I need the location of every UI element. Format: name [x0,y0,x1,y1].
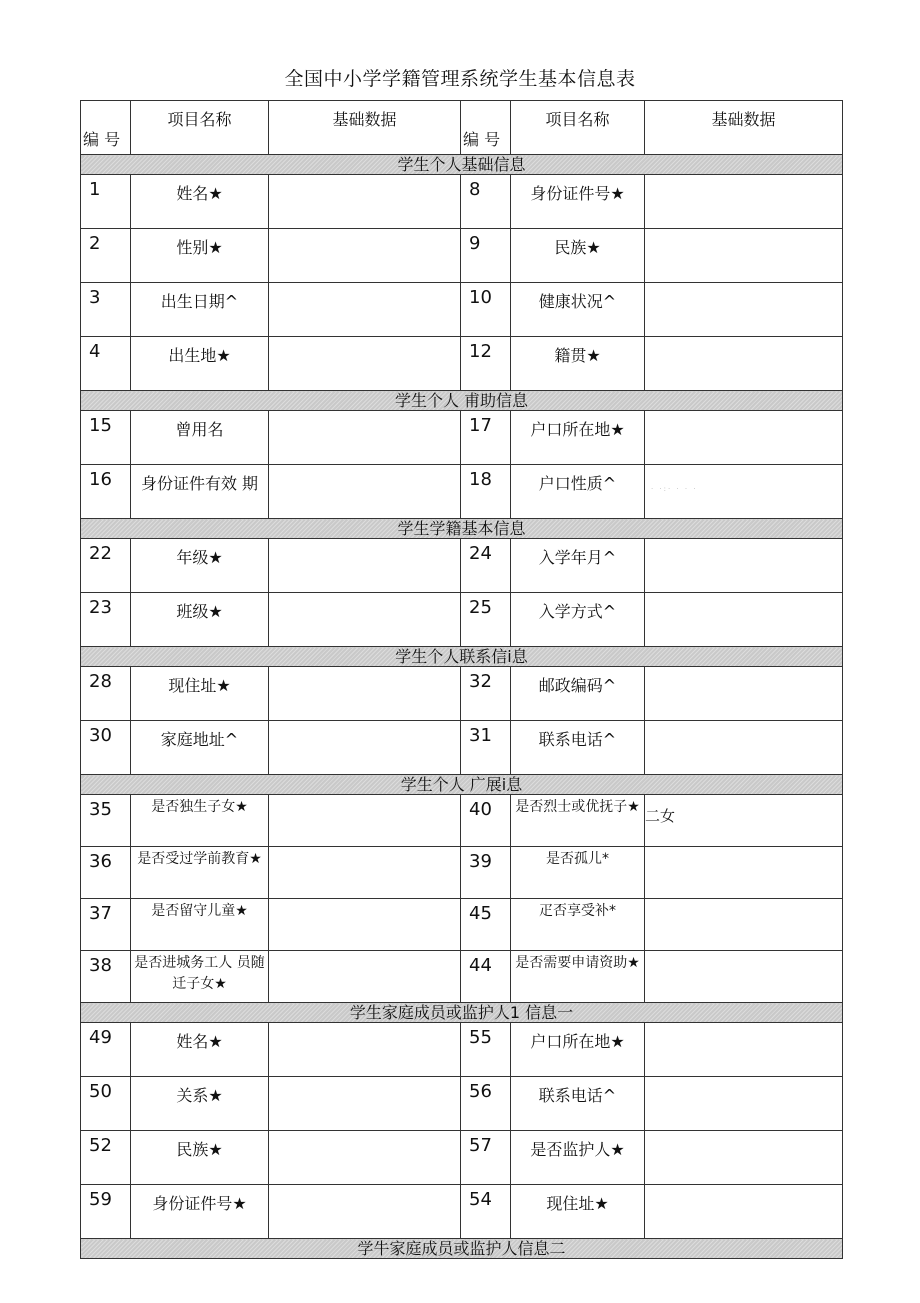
item-number-left: 28 [81,667,131,721]
table-row [81,847,843,899]
item-name-right: 民族★ [511,229,645,283]
item-name-right: 身份证件号★ [511,175,645,229]
data-cell-right[interactable] [645,847,843,899]
data-cell-right[interactable] [645,337,843,391]
table-row [81,899,843,951]
item-number-left: 36 [81,847,131,899]
item-name-left: 是否受过学前教育★ [131,847,269,899]
item-name-left: 家庭地址^ [131,721,269,775]
item-name-right: 邮政编码^ [511,667,645,721]
item-name-left: 班级★ [131,593,269,647]
table-row [81,229,843,283]
item-name-left: 关系★ [131,1077,269,1131]
item-name-right: 户口性质^ [511,465,645,519]
table-row [81,1131,843,1185]
data-cell-right[interactable] [645,667,843,721]
table-row [81,283,843,337]
data-cell-left[interactable] [269,795,461,847]
table-row [81,337,843,391]
item-number-right: 10 [461,283,511,337]
item-name-right: 联系电话^ [511,1077,645,1131]
section-title: 学生个人 广展i息 [81,775,843,795]
data-cell-left[interactable] [269,465,461,519]
item-name-right: 户口所在地★ [511,411,645,465]
item-number-right: 44 [461,951,511,1003]
section-header-row [81,1003,843,1023]
data-cell-left[interactable] [269,283,461,337]
section-header-row [81,155,843,175]
header-name-right: 项目名称 [511,101,645,155]
item-number-left: 3 [81,283,131,337]
data-cell-left[interactable] [269,1185,461,1239]
item-name-right: 籍贯★ [511,337,645,391]
item-name-left: 性别★ [131,229,269,283]
item-number-right: 56 [461,1077,511,1131]
section-header-row [81,775,843,795]
header-data-right: 基础数据 [645,101,843,155]
item-number-left: 35 [81,795,131,847]
data-cell-left[interactable] [269,593,461,647]
section-header-row [81,391,843,411]
data-cell-left[interactable] [269,1023,461,1077]
item-number-left: 2 [81,229,131,283]
data-cell-right[interactable] [645,465,843,519]
item-number-right: 18 [461,465,511,519]
table-row [81,721,843,775]
data-cell-left[interactable] [269,667,461,721]
data-cell-right[interactable] [645,1185,843,1239]
data-cell-left[interactable] [269,229,461,283]
item-name-left: 曾用名 [131,411,269,465]
data-cell-left[interactable] [269,539,461,593]
section-title: 学生学籍基本信息 [81,519,843,539]
item-name-right: 现住址★ [511,1185,645,1239]
table-row [81,593,843,647]
data-cell-right[interactable] [645,899,843,951]
header-num-right: 编 号 [461,101,511,155]
data-value-text: 二女 [645,807,676,825]
table-row [81,539,843,593]
data-cell-right[interactable] [645,229,843,283]
section-header-row [81,519,843,539]
section-title: 学生个人联系信i息 [81,647,843,667]
table-row [81,175,843,229]
data-cell-right[interactable] [645,283,843,337]
item-number-left: 50 [81,1077,131,1131]
data-cell-right[interactable] [645,721,843,775]
data-cell-right[interactable] [645,951,843,1003]
item-number-right: 57 [461,1131,511,1185]
item-name-right: 是否监护人★ [511,1131,645,1185]
data-cell-right[interactable] [645,1023,843,1077]
item-name-left: 出生地★ [131,337,269,391]
data-cell-right[interactable] [645,1077,843,1131]
data-cell-left[interactable] [269,951,461,1003]
table-row [81,1023,843,1077]
data-cell-right[interactable] [645,175,843,229]
item-name-right: 健康状况^ [511,283,645,337]
item-name-right: 是否孤儿* [511,847,645,899]
item-number-right: 17 [461,411,511,465]
faint-marks: · ·:· · · · [651,485,698,493]
item-number-left: 38 [81,951,131,1003]
item-number-right: 31 [461,721,511,775]
data-cell-right[interactable] [645,795,843,847]
table-row [81,951,843,1003]
item-number-left: 15 [81,411,131,465]
item-number-right: 40 [461,795,511,847]
item-number-left: 37 [81,899,131,951]
item-number-right: 45 [461,899,511,951]
header-data-left: 基础数据 [269,101,461,155]
item-name-left: 现住址★ [131,667,269,721]
data-cell-left[interactable] [269,721,461,775]
item-name-left: 是否独生子女★ [131,795,269,847]
data-cell-left[interactable] [269,1131,461,1185]
item-number-left: 1 [81,175,131,229]
item-number-left: 23 [81,593,131,647]
table-header-row [81,101,843,155]
table-row [81,1077,843,1131]
item-number-right: 55 [461,1023,511,1077]
section-header-row [81,1239,843,1259]
header-name-left: 项目名称 [131,101,269,155]
header-num-left: 编 号 [81,101,131,155]
student-info-table [80,100,843,1259]
item-number-right: 54 [461,1185,511,1239]
item-name-left: 姓名★ [131,1023,269,1077]
data-cell-left[interactable] [269,337,461,391]
section-title: 学牛家庭成员或监护人信息二 [81,1239,843,1259]
item-name-left: 身份证件号★ [131,1185,269,1239]
item-name-left: 是否留守儿童★ [131,899,269,951]
data-cell-left[interactable] [269,411,461,465]
item-name-left: 年级★ [131,539,269,593]
data-cell-left[interactable] [269,1077,461,1131]
item-name-right: 入学年月^ [511,539,645,593]
item-number-right: 32 [461,667,511,721]
data-cell-right[interactable] [645,539,843,593]
item-number-right: 24 [461,539,511,593]
item-number-left: 16 [81,465,131,519]
item-number-left: 52 [81,1131,131,1185]
item-number-right: 25 [461,593,511,647]
table-row [81,1185,843,1239]
data-cell-right[interactable] [645,411,843,465]
item-number-left: 22 [81,539,131,593]
table-row [81,465,843,519]
item-name-right: 户口所在地★ [511,1023,645,1077]
data-cell-left[interactable] [269,175,461,229]
data-cell-right[interactable] [645,593,843,647]
table-row [81,411,843,465]
item-number-left: 30 [81,721,131,775]
item-number-left: 59 [81,1185,131,1239]
section-title: 学生个人 甫助信息 [81,391,843,411]
item-number-right: 9 [461,229,511,283]
data-cell-left[interactable] [269,847,461,899]
table-row [81,795,843,847]
item-number-right: 12 [461,337,511,391]
data-cell-left[interactable] [269,899,461,951]
section-title: 学生个人基础信息 [81,155,843,175]
item-number-right: 39 [461,847,511,899]
item-name-left: 出生日期^ [131,283,269,337]
item-number-right: 8 [461,175,511,229]
item-name-left: 姓名★ [131,175,269,229]
item-number-left: 4 [81,337,131,391]
section-header-row [81,647,843,667]
section-title: 学生家庭成员或监护人1 信息一 [81,1003,843,1023]
item-name-left: 身份证件有效 期 [131,465,269,519]
item-name-left: 民族★ [131,1131,269,1185]
item-number-left: 49 [81,1023,131,1077]
item-name-right: 是否烈士或优抚子★ [511,795,645,847]
data-cell-right[interactable] [645,1131,843,1185]
item-name-right: 疋否享受补* [511,899,645,951]
item-name-left: 是否进城务工人 员随迁子女★ [131,951,269,1003]
item-name-right: 入学方式^ [511,593,645,647]
table-row [81,667,843,721]
item-name-right: 是否需要申请资助★ [511,951,645,1003]
form-title: 全国中小学学籍管理系统学生基本信息表 [284,68,636,90]
item-name-right: 联系电话^ [511,721,645,775]
